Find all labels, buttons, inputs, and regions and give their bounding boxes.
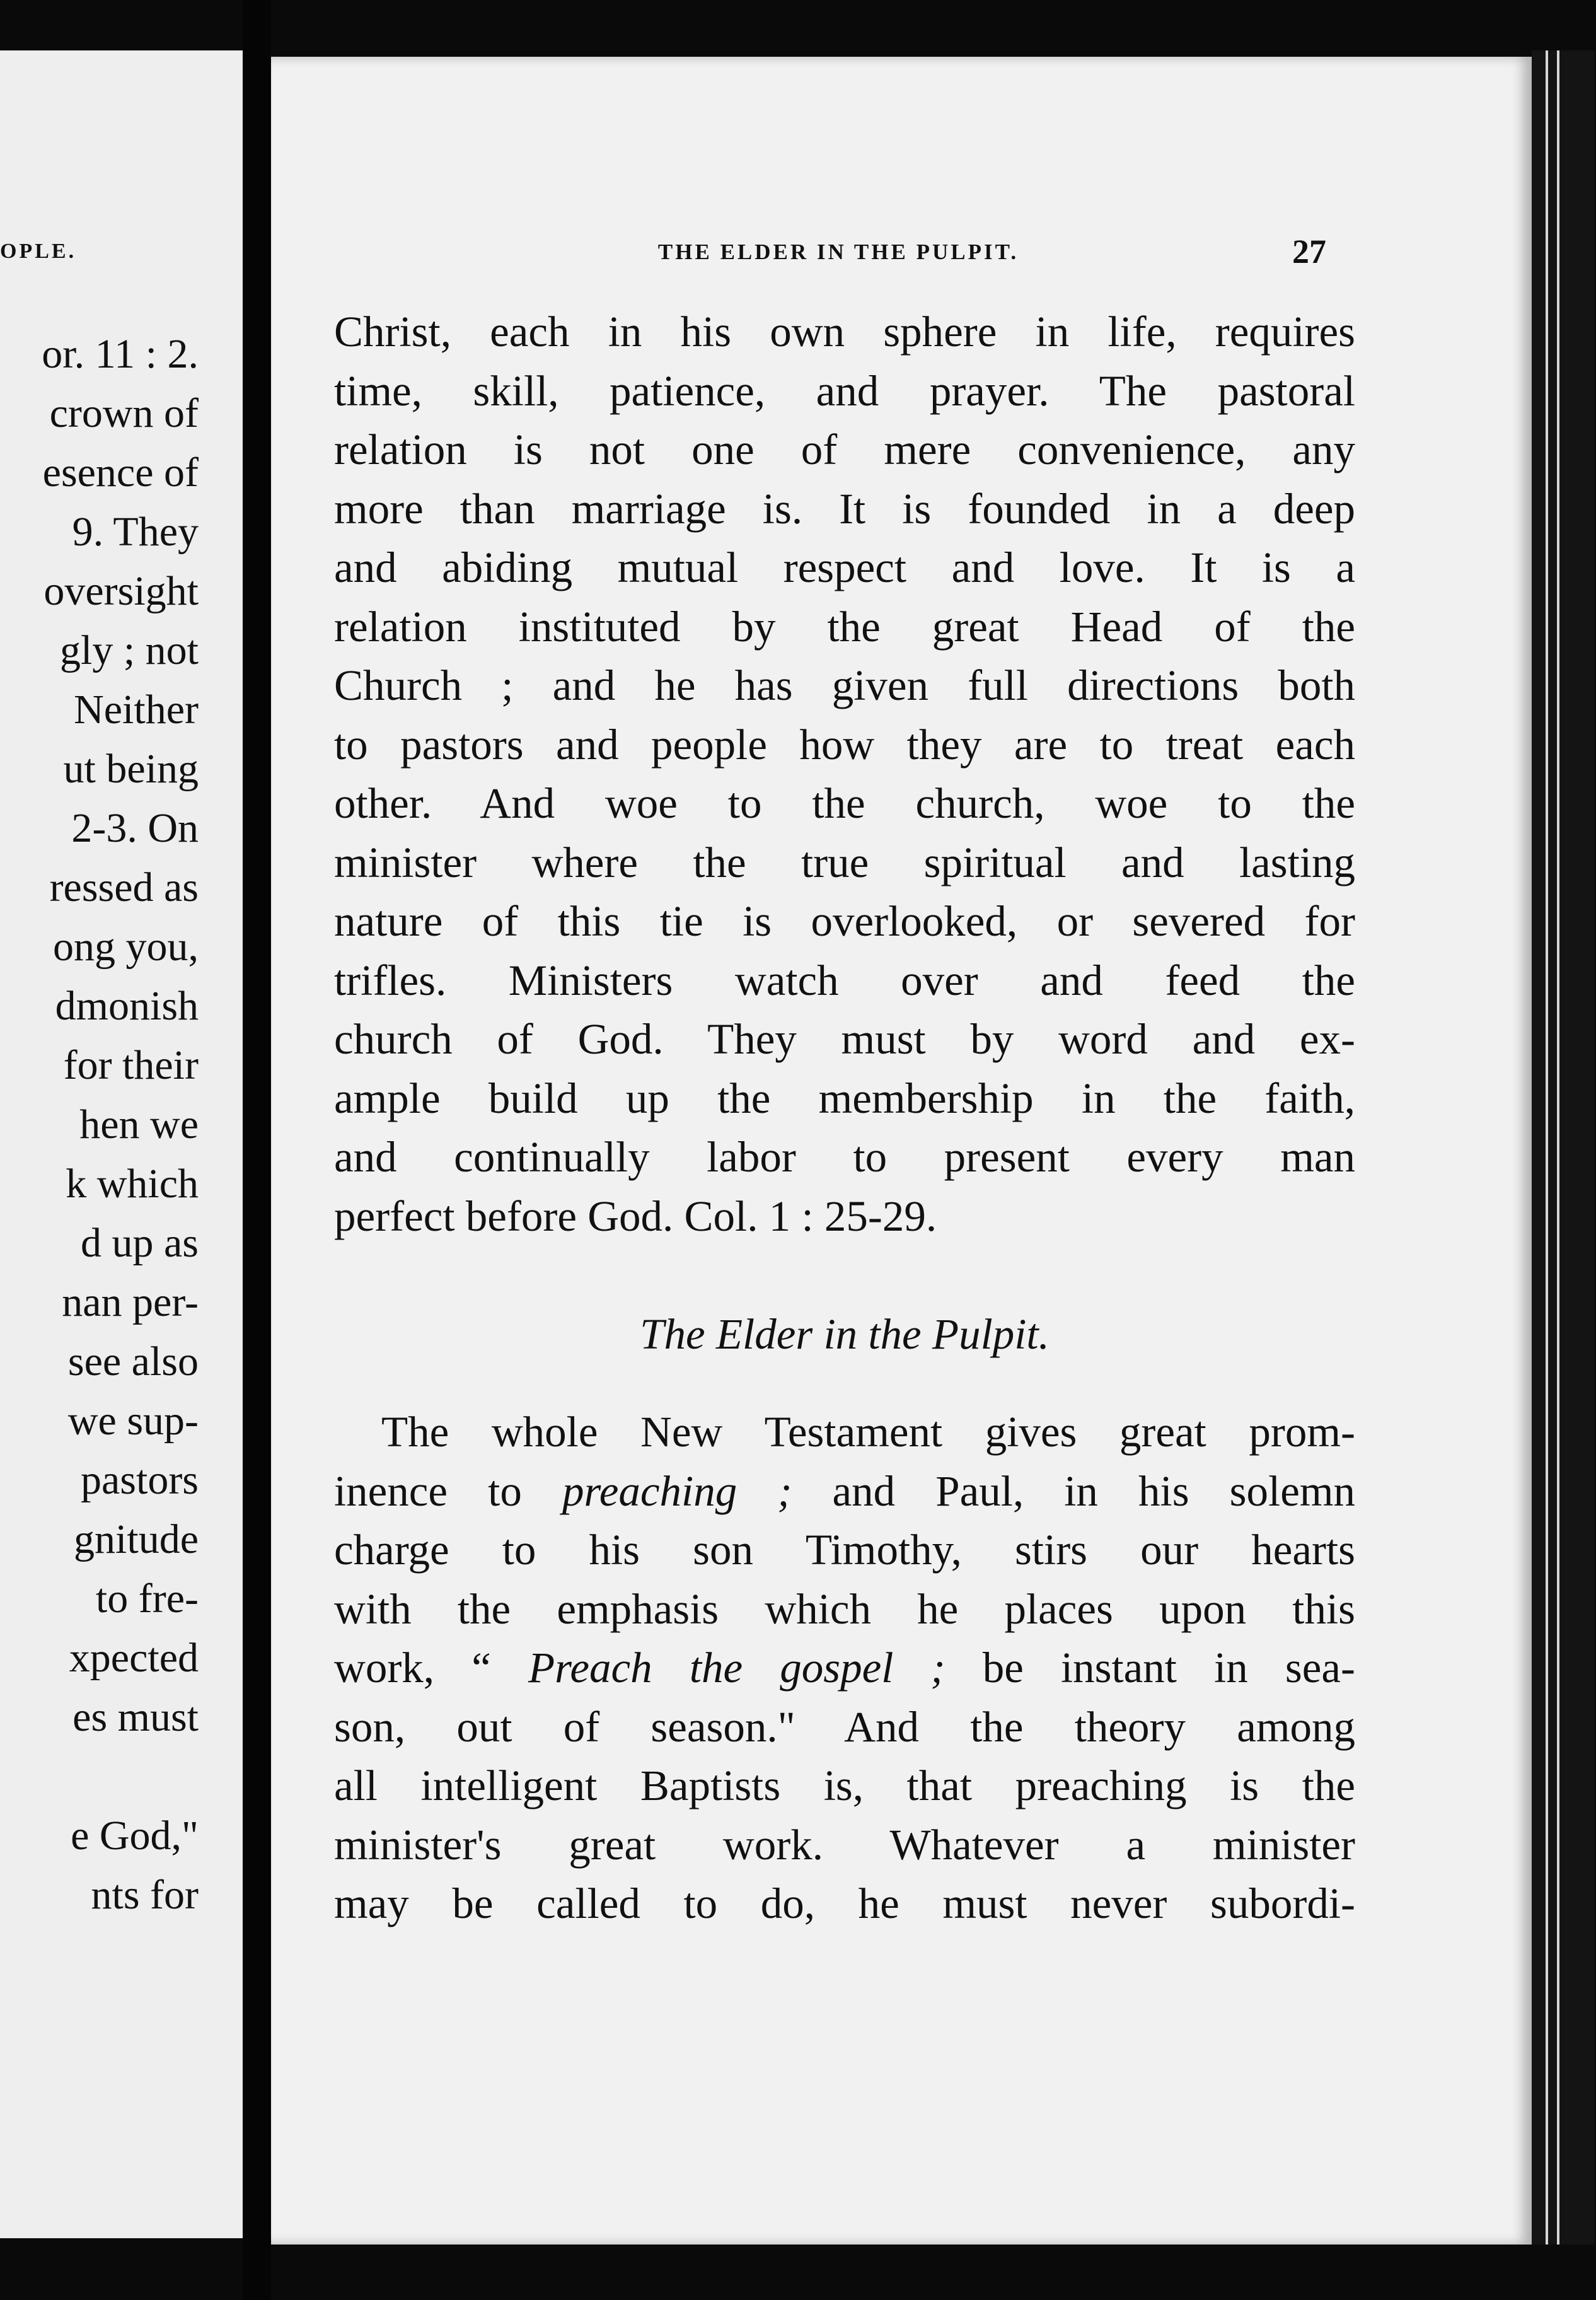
left-text-line: k which [66,1161,199,1207]
edge-line [1557,50,1559,2245]
text-line: perfect before God. Col. 1 : 25-29. [334,1192,937,1240]
left-text-line: 9. They [72,509,199,555]
left-text-line: ut being [63,746,199,792]
edge-line [1546,50,1548,2245]
text-line: more than marriage is. It is founded in a deep [334,484,1355,533]
left-text-line: for their [63,1042,199,1088]
text-line: other. And woe to the church, woe to the [334,779,1355,827]
text-line: to pastors and people how they are to treat each [334,720,1355,769]
left-text-line: nts for [91,1872,199,1918]
left-text-line: d up as [81,1220,199,1266]
left-running-head: OPLE. [0,240,77,263]
emphasis-quote: Preach the gospel ; [528,1644,945,1692]
text-line: all intelligent Baptists is, that preaching is the [334,1762,1355,1809]
page-number: 27 [1292,233,1326,270]
left-text-line: Neither [74,687,199,733]
text-line: trifles. Ministers watch over and feed the [334,956,1355,1004]
paragraph-1 [334,303,1355,1246]
page-edge [1532,50,1595,2245]
text-line: son, out of season." And the theory among [334,1702,1355,1751]
text-line: with the emphasis which he places upon this [334,1584,1355,1633]
left-text-line: ressed as [49,864,199,910]
left-text-line: esence of [42,450,199,496]
left-text-line: 2-3. On [71,805,199,851]
text-line: may be called to do, he must never subordi- [334,1879,1355,1927]
left-text-line: or. 11 : 2. [42,331,199,377]
text-line: inence to preaching ; and Paul, in his solemn [334,1467,1356,1515]
text-line: work, “ Preach the gospel ; be instant in sea- [334,1644,1355,1692]
section-heading: The Elder in the Pulpit. [640,1310,1050,1358]
left-text-line: we sup- [67,1398,199,1444]
left-text-line: to fre- [95,1576,199,1622]
text-line: and continually labor to present every man [334,1133,1355,1181]
text-line: nature of this tie is overlooked, or severed for [334,897,1355,945]
left-text-line: gnitude [74,1516,199,1562]
left-text-line: crown of [49,390,199,436]
text-line: The whole New Testament gives great prom- [381,1408,1355,1456]
text-line: Christ, each in his own sphere in life, requires [334,308,1355,356]
text-line: minister where the true spiritual and lasting [334,838,1355,886]
left-text-line: xpected [69,1635,199,1681]
text-line: relation instituted by the great Head of the [334,602,1355,651]
left-text-line: hen we [79,1101,199,1147]
text-line: Church ; and he has given full directions both [334,661,1355,709]
book-gutter [243,0,271,2300]
text-line: time, skill, patience, and prayer. The pastoral [334,366,1355,415]
emphasis-preaching: preaching ; [562,1467,792,1515]
left-facing-page [0,50,243,2238]
left-text-line: pastors [81,1457,199,1503]
left-text-line: ong you, [53,924,199,970]
left-text-line: es must [72,1694,199,1740]
text-line: and abiding mutual respect and love. It is a [334,543,1355,591]
left-text-line: dmonish [55,983,199,1029]
left-text-line: gly ; not [59,627,199,673]
left-text-line: oversight [43,568,199,614]
left-text-line: e God," [71,1813,199,1859]
text-line: ample build up the membership in the faith, [334,1074,1355,1122]
left-text-line: see also [67,1339,199,1385]
running-head: THE ELDER IN THE PULPIT. [657,240,1019,264]
left-text-line: nan per- [62,1279,199,1325]
text-line: church of God. They must by word and ex- [334,1015,1355,1063]
paragraph-2 [334,1403,1355,1934]
text-line: charge to his son Timothy, stirs our hearts [334,1526,1355,1574]
text-line: relation is not one of mere convenience, any [334,426,1355,473]
right-page [271,57,1532,2245]
text-line: minister's great work. Whatever a minister [334,1820,1355,1869]
